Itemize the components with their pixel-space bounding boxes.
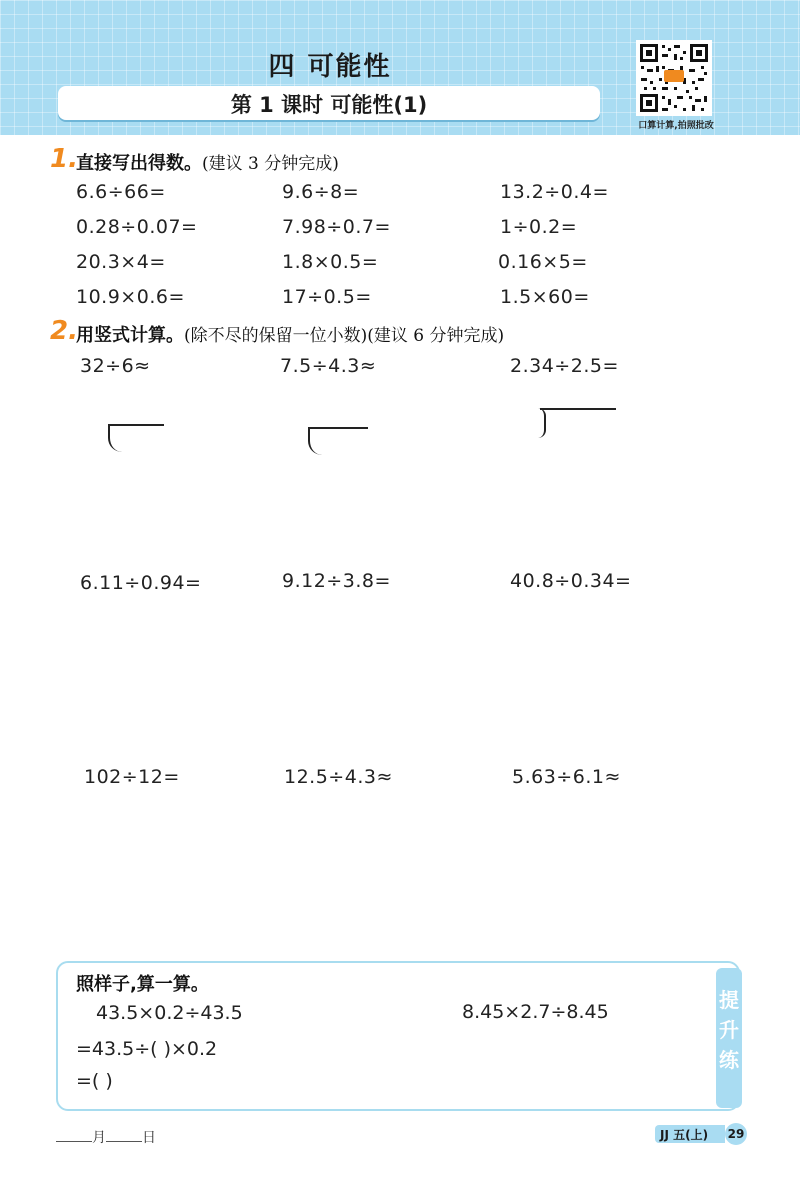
problem-1-7: 20.3×4= [76,251,166,273]
section-2-title [76,321,504,347]
side-tab-char: 升 [719,1018,739,1042]
division-bracket-1 [108,424,124,452]
vertical-problem-9: 5.63÷6.1≈ [512,766,621,788]
side-tab-label [716,985,742,1075]
vertical-problem-8: 12.5÷4.3≈ [284,766,393,788]
day-label: 日 [142,1130,156,1146]
example-line-2: =43.5÷( )×0.2 [76,1038,218,1060]
vertical-problem-7: 102÷12= [84,766,180,788]
section-2-time-note: (除不尽的保留一位小数)(建议 6 分钟完成) [184,326,505,346]
section-2-number: 2. [50,316,78,346]
vertical-problem-5: 9.12÷3.8= [282,570,391,592]
page-number: 29 [725,1123,747,1145]
example-line-3: =( ) [76,1070,113,1092]
qr-caption: 口算计算,拍照批改 [638,121,714,131]
section-1-number: 1. [50,144,78,174]
problem-1-1: 6.6÷66= [76,181,166,203]
problem-1-11: 17÷0.5= [282,286,372,308]
division-bracket-3 [538,408,546,438]
side-tab-char: 练 [719,1048,739,1072]
unit-title: 四 可能性 [268,52,392,82]
example-line-1: 43.5×0.2÷43.5 [96,1002,243,1024]
vertical-problem-1: 32÷6≈ [80,355,151,377]
lesson-title: 第 1 课时 可能性(1) [230,93,428,117]
vertical-problem-4: 6.11÷0.94= [80,572,202,594]
month-blank [56,1129,92,1142]
problem-1-10: 10.9×0.6= [76,286,185,308]
problem-1-4: 0.28÷0.07= [76,216,198,238]
month-label: 月 [92,1130,106,1146]
problem-1-3: 13.2÷0.4= [500,181,609,203]
section-2-title-text: 用竖式计算。 [76,325,184,346]
vertical-problem-3: 2.34÷2.5= [510,355,619,377]
division-bracket-2 [308,427,324,455]
problem-1-6: 1÷0.2= [500,216,578,238]
problem-1-5: 7.98÷0.7= [282,216,391,238]
date-field [56,1127,156,1147]
book-label: JJ 五(上) [660,1128,709,1142]
section-1-time-note: (建议 3 分钟完成) [202,154,339,174]
vertical-problem-2: 7.5÷4.3≈ [280,355,377,377]
qr-code-icon[interactable] [636,40,712,116]
day-blank [106,1129,142,1142]
section-1-title [76,149,339,175]
problem-1-8: 1.8×0.5= [282,251,379,273]
extension-title: 照样子,算一算。 [76,974,209,995]
extension-exercise: 8.45×2.7÷8.45 [462,1001,609,1023]
problem-1-2: 9.6÷8= [282,181,360,203]
side-tab-char: 提 [719,988,739,1012]
vertical-problem-6: 40.8÷0.34= [510,570,632,592]
problem-1-9: 0.16×5= [498,251,588,273]
division-bracket-top-3 [540,408,616,410]
problem-1-12: 1.5×60= [500,286,590,308]
section-1-title-text: 直接写出得数。 [76,153,202,174]
